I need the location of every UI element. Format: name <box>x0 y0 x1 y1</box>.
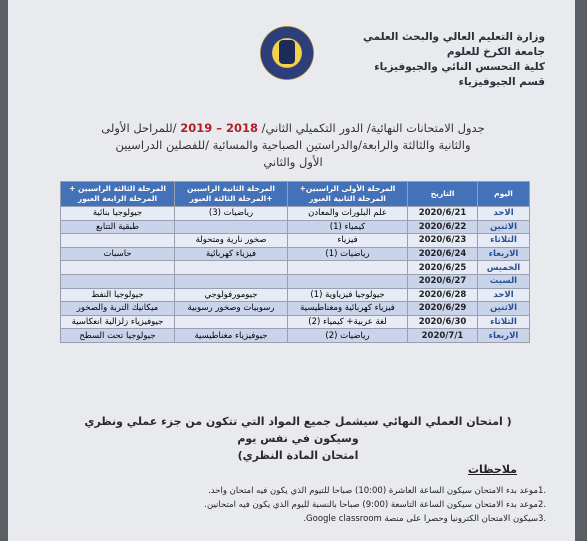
table-row <box>61 315 530 329</box>
institution-header <box>325 30 545 90</box>
cell-stage-2: جيوفيزياء مغناطيسية <box>175 329 288 343</box>
cell-stage-1: رياضيات (1) <box>288 247 408 261</box>
cell-stage-1 <box>288 261 408 275</box>
cell-stage-2 <box>175 315 288 329</box>
remark-item: 2. موعد بدء الامتحان سيكون الساعة التاسعة (9:00) صباحا بالنسبة لليوم الذي يكون فيه امتحانين. <box>204 500 547 510</box>
cell-stage-2: فيزياء كهربائية <box>175 247 288 261</box>
cell-stage-1: لغة عربية+ كيمياء (2) <box>288 315 408 329</box>
cell-stage-1: فيزياء <box>288 234 408 248</box>
header-day: اليوم <box>478 182 530 207</box>
cell-stage-3 <box>61 274 175 288</box>
title-part-a: جدول الامتحانات النهائية/ الدور التكميلي الثاني/ <box>257 121 485 135</box>
note-line-1: ( امتحان العملي النهائي سيشمل جميع المواد التي تتكون من جزء عملي ونظري وسيكون في نفس يوم <box>84 415 512 445</box>
university-logo <box>260 26 314 80</box>
cell-day: الاثنين <box>478 220 530 234</box>
note-line-2: امتحان المادة النظري) <box>237 449 359 462</box>
header-stage-1: المرحلة الأولى الراسبين+ المرحلة الثانية العبور <box>288 182 408 207</box>
cell-date: 2020/6/25 <box>408 261 478 275</box>
cell-stage-2 <box>175 220 288 234</box>
cell-date: 2020/6/27 <box>408 274 478 288</box>
table-row <box>61 329 530 343</box>
cell-day: الاحد <box>478 207 530 221</box>
cell-date: 2020/6/24 <box>408 247 478 261</box>
department-name: قسم الجيوفيزياء <box>458 76 545 88</box>
remark-item: 3. سيكون الامتحان الكترونيا وحصرا على منصة Google classroom. <box>303 514 547 524</box>
cell-day: الاربعاء <box>478 247 530 261</box>
title-part-b: /للمراحل الأولى <box>101 121 181 135</box>
cell-stage-1: فيزياء كهربائية ومغناطيسية <box>288 302 408 316</box>
document-page <box>8 0 575 541</box>
table-row <box>61 234 530 248</box>
cell-stage-1: جيولوجيا فيزياوية (1) <box>288 288 408 302</box>
cell-stage-2: رسوبيات وصخور رسوبية <box>175 302 288 316</box>
cell-stage-2 <box>175 261 288 275</box>
cell-day: الثلاثاء <box>478 315 530 329</box>
cell-stage-3: جيولوجيا بنائية <box>61 207 175 221</box>
page-title <box>83 120 503 171</box>
cell-day: الثلاثاء <box>478 234 530 248</box>
cell-day: السبت <box>478 274 530 288</box>
title-years: 2018 – 2019 <box>180 121 258 135</box>
cell-date: 2020/6/29 <box>408 302 478 316</box>
remarks-title: ملاحظات <box>468 463 517 476</box>
cell-date: 2020/6/22 <box>408 220 478 234</box>
cell-day: الاثنين <box>478 302 530 316</box>
exam-schedule-table <box>60 181 530 343</box>
remark-item: 1. موعد بدء الامتحان سيكون الساعة العاشرة (10:00) صباحا للتيوم الذي يكون فيه امتحان واحد. <box>208 486 547 496</box>
cell-stage-2: رياضيات (3) <box>175 207 288 221</box>
cell-stage-3: طبقية التتابع <box>61 220 175 234</box>
table-row <box>61 302 530 316</box>
cell-date: 2020/7/1 <box>408 329 478 343</box>
table-row <box>61 207 530 221</box>
cell-stage-1 <box>288 274 408 288</box>
college-name: كلية التحسس النائي والجيوفيزياء <box>374 61 545 73</box>
header-stage-3: المرحلة الثالثة الراسبين + المرحلة الرابعة العبور <box>61 182 175 207</box>
university-name: جامعة الكرخ للعلوم <box>446 46 545 58</box>
ministry-name: وزارة التعليم العالي والبحث العلمي <box>362 31 545 43</box>
cell-stage-2: جيومورفولوجي <box>175 288 288 302</box>
title-line-2: والثانية والثالثة والرابعة/والدراستين الصباحية والمسائية /للفصلين الدراسيين <box>115 138 471 152</box>
cell-stage-3 <box>61 261 175 275</box>
title-line-3: الأول والثاني <box>263 155 323 169</box>
cell-stage-3: جيوفيزياء زلزالية انعكاسية <box>61 315 175 329</box>
cell-date: 2020/6/28 <box>408 288 478 302</box>
table-header-row <box>61 182 530 207</box>
table-row <box>61 247 530 261</box>
header-date: التاريخ <box>408 182 478 207</box>
table-row <box>61 274 530 288</box>
cell-day: الخميس <box>478 261 530 275</box>
cell-stage-3: جيولوجيا تحت السطح <box>61 329 175 343</box>
cell-stage-3: ميكانيك التربة والصخور <box>61 302 175 316</box>
cell-day: الاحد <box>478 288 530 302</box>
cell-stage-1: كيمياء (1) <box>288 220 408 234</box>
cell-date: 2020/6/30 <box>408 315 478 329</box>
cell-stage-3: حاسبات <box>61 247 175 261</box>
cell-stage-3: جيولوجيا النفط <box>61 288 175 302</box>
remarks-list <box>48 484 558 526</box>
table-row <box>61 261 530 275</box>
cell-stage-2 <box>175 274 288 288</box>
cell-stage-3 <box>61 234 175 248</box>
table-row <box>61 220 530 234</box>
cell-stage-1: رياضيات (2) <box>288 329 408 343</box>
cell-date: 2020/6/21 <box>408 207 478 221</box>
practical-exam-note <box>68 413 528 464</box>
header-stage-2: المرحلة الثانية الراسبين +المرحلة الثالثة العبور <box>175 182 288 207</box>
table-row <box>61 288 530 302</box>
cell-date: 2020/6/23 <box>408 234 478 248</box>
cell-stage-2: صخور نارية ومتحولة <box>175 234 288 248</box>
cell-stage-1: علم البلورات والمعادن <box>288 207 408 221</box>
cell-day: الاربعاء <box>478 329 530 343</box>
